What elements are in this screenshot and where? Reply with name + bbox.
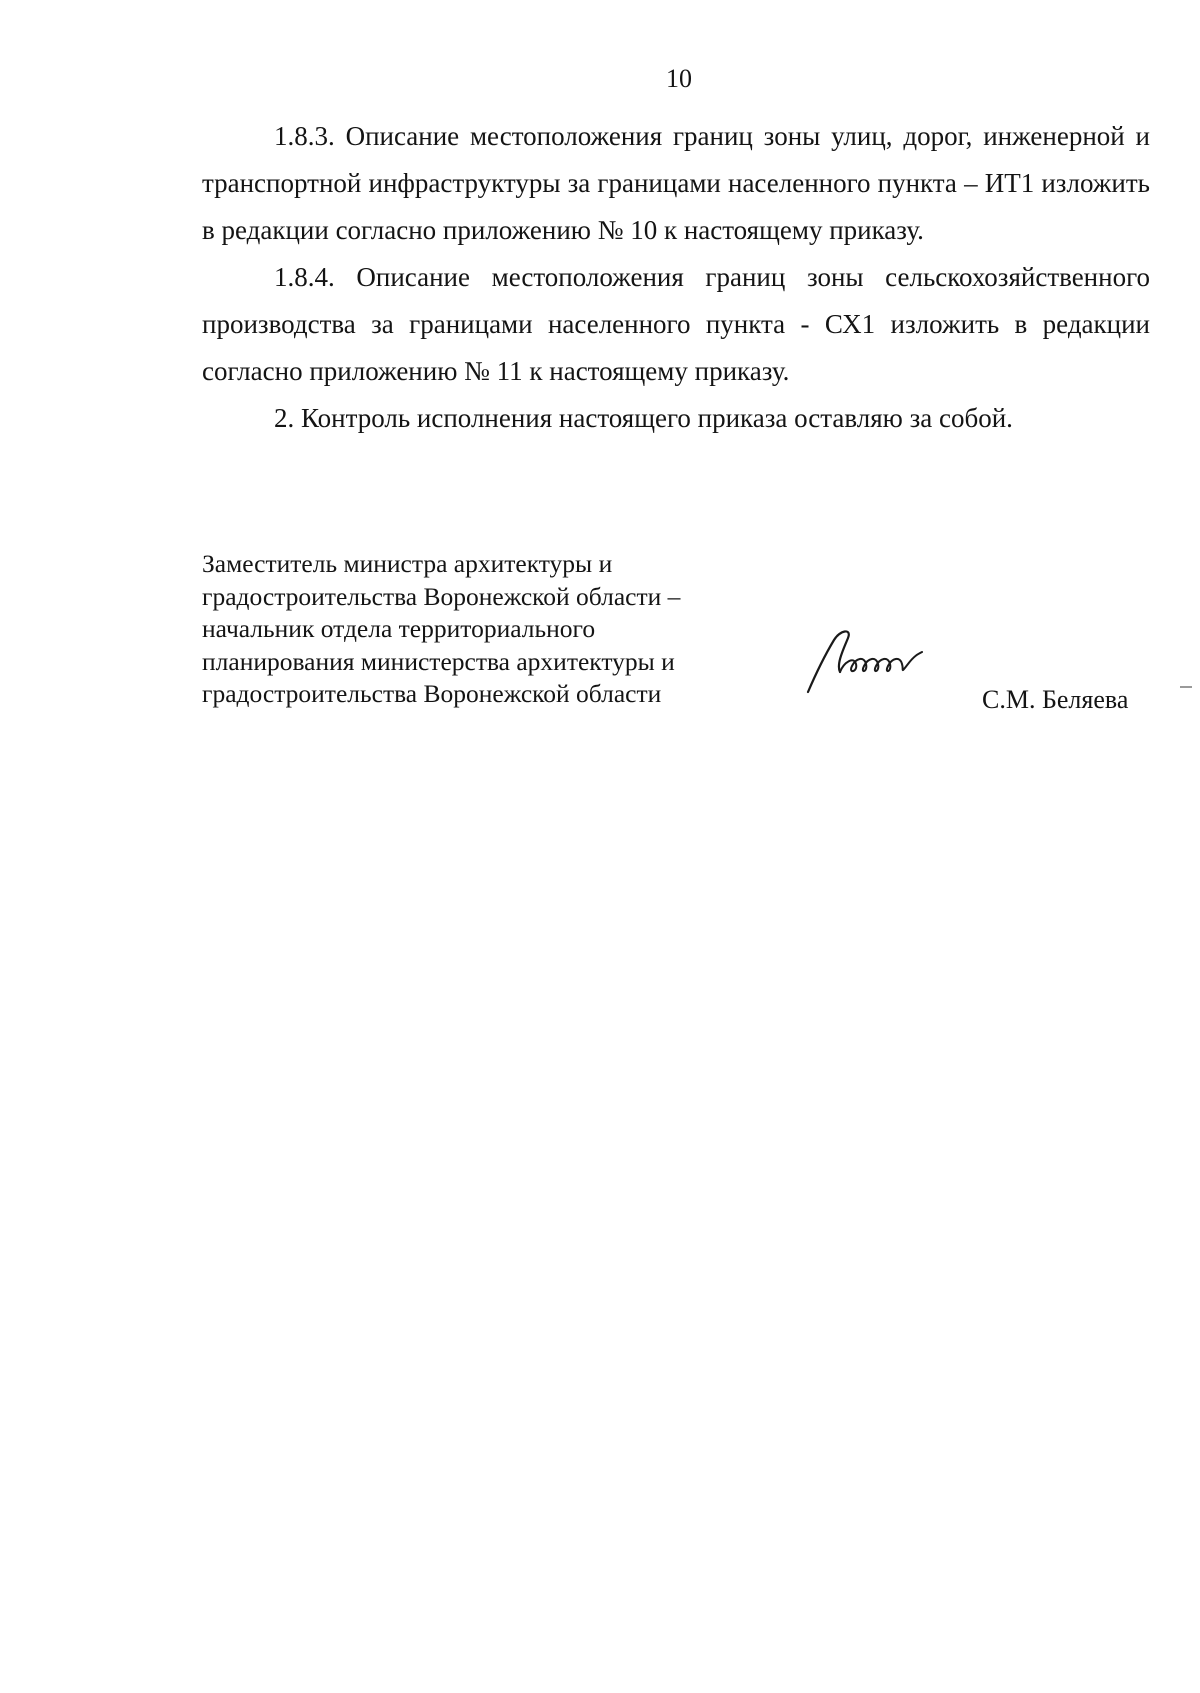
paragraph-1-8-3: 1.8.3. Описание местоположения границ зоны улиц, дорог, инженерной и транспортной инфраструктуры за границами населенного пункта – ИТ1 изложить в редакции согласно приложению № 10 к настоящему приказу. bbox=[202, 121, 1150, 245]
signer-name: С.М. Беляева bbox=[982, 685, 1129, 714]
position-line: градостроительства Воронежской области bbox=[202, 679, 662, 708]
position-line: планирования министерства архитектуры и bbox=[202, 646, 675, 676]
paragraph-2-control: 2. Контроль исполнения настоящего приказа оставляю за собой. bbox=[274, 403, 1013, 433]
paragraph-1-8-4: 1.8.4. Описание местоположения границ зоны сельскохозяйственного производства за границами населенного пункта - СХ1 изложить в редакции согласно приложению № 11 к настоящему приказу. bbox=[202, 262, 1150, 386]
document-body bbox=[202, 113, 1150, 442]
position-line: градостроительства Воронежской области – bbox=[202, 581, 681, 611]
position-line: начальник отдела территориального bbox=[202, 614, 596, 643]
signatory-position bbox=[202, 548, 762, 711]
page-number: 10 bbox=[666, 64, 692, 93]
scan-edge-mark bbox=[1180, 686, 1192, 688]
position-line: Заместитель министра архитектуры и bbox=[202, 549, 613, 578]
handwritten-signature bbox=[800, 620, 970, 700]
